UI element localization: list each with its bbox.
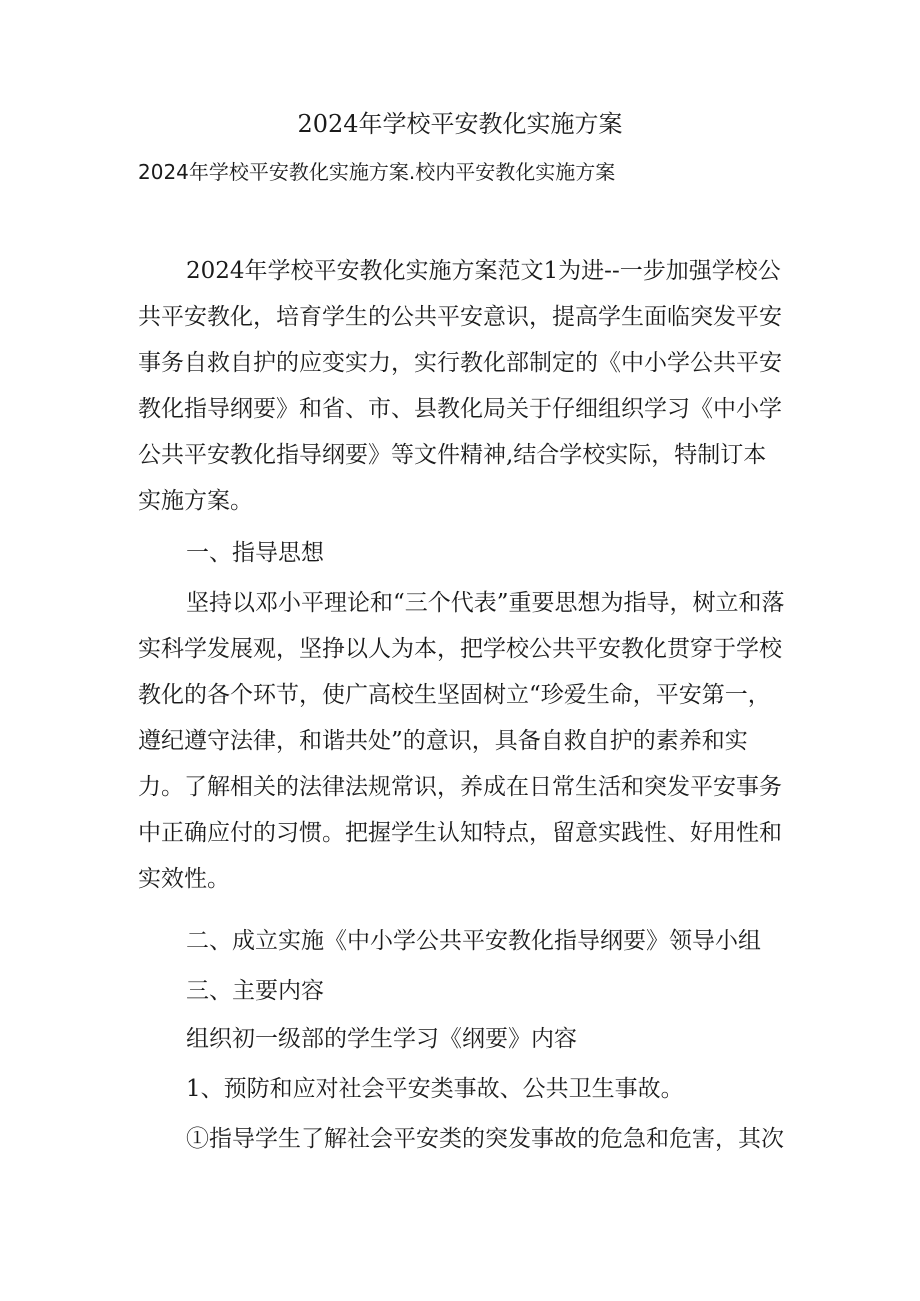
list-item-1: 1、预防和应对社会平安类事故、公共卫生事故。 [186, 1076, 684, 1102]
section-heading-guiding-ideology: 一、指导思想 [186, 540, 324, 566]
intro-paragraph: 2024年学校平安教化实施方案范文1为进--一步加强学校公共平安教化，培育学生的公共平安意识，提高学生面临突发平安事务自救自护的应变实力，实行教化部制定的《中小学公共平安教化指导纲要》和省、市、县教化局关于仔细组织学习《中小学公共平安教化指导纲要》等文件精神,结合学校实际，特制订本实施方案。 [138, 258, 782, 514]
guiding-ideology-paragraph: 坚持以邓小平理论和“三个代表”重要思想为指导，树立和落实科学发展观，坚挣以人为本，把学校公共平安教化贯穿于学校教化的各个环节，使广高校生坚固树立“珍爱生命，平安第一，遵纪遵守法律，和谐共处”的意识，具备自救自护的素养和实力。了解相关的法律法规常识，养成在日常生活和突发平安事务中正确应付的习惯。把握学生认知特点，留意实践性、好用性和实效性。 [138, 590, 785, 892]
section-heading-leadership-group: 二、成立实施《中小学公共平安教化指导纲要》领导小组 [186, 928, 761, 954]
document-title: 2024年学校平安教化实施方案 [297, 110, 623, 138]
document-subtitle: 2024年学校平安教化实施方案.校内平安教化实施方案 [138, 160, 616, 184]
content-intro-paragraph: 组织初一级部的学生学习《纲要》内容 [186, 1026, 577, 1052]
list-item-1-sub-1: ①指导学生了解社会平安类的突发事故的危急和危害，其次 [186, 1126, 784, 1152]
section-heading-main-content: 三、主要内容 [186, 978, 324, 1004]
